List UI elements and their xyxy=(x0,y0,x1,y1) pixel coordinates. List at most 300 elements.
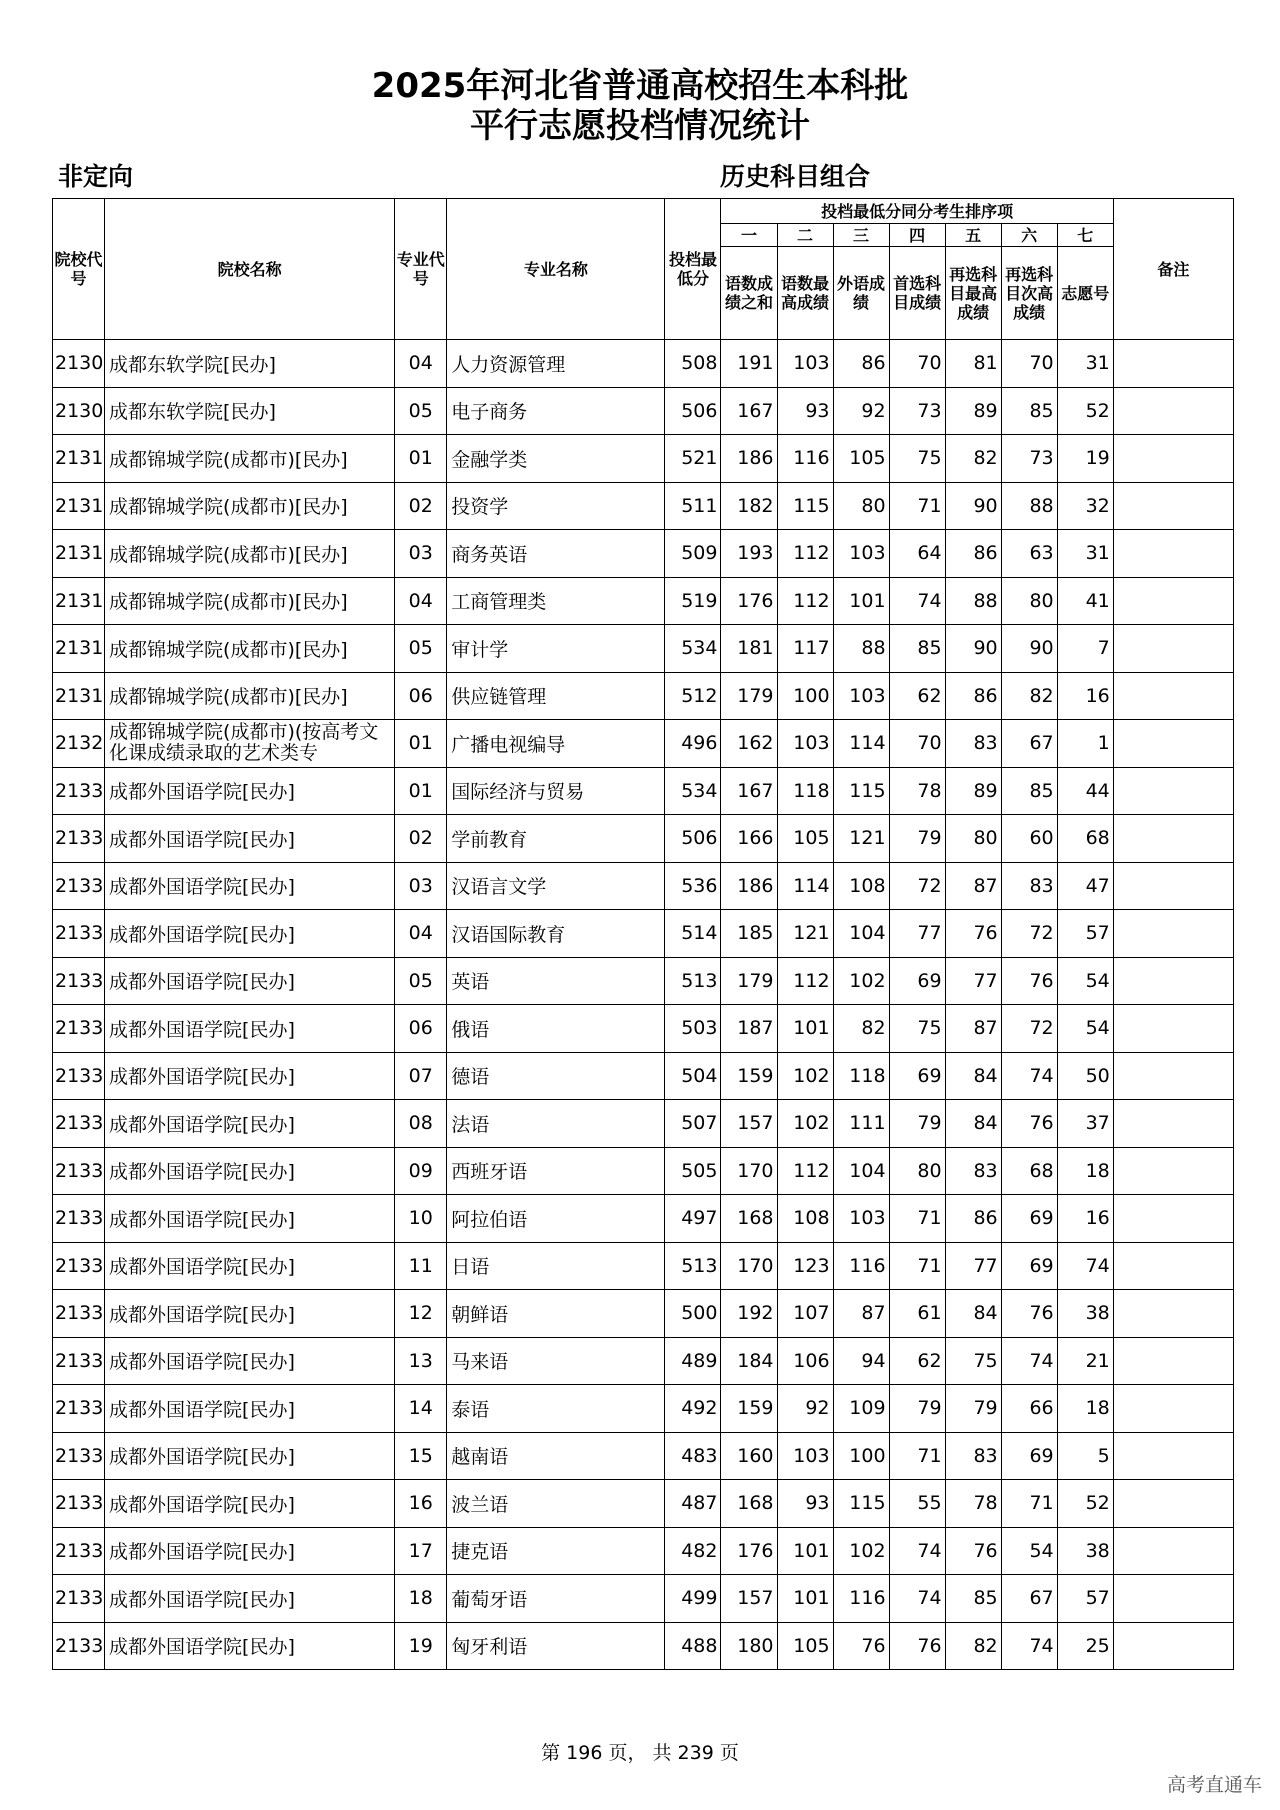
major-name-cell: 金融学类 xyxy=(447,435,665,483)
school-name-cell: 成都外国语学院[民办] xyxy=(105,1527,395,1575)
min-score-cell: 508 xyxy=(665,340,721,388)
volunteer-number-cell: 47 xyxy=(1057,862,1113,910)
tiebreak-3-cell: 102 xyxy=(833,957,889,1005)
school-name-cell: 成都锦城学院(成都市)[民办] xyxy=(105,482,395,530)
min-score-cell: 513 xyxy=(665,1242,721,1290)
tiebreak-4-cell: 74 xyxy=(889,1527,945,1575)
page-title-line2: 平行志愿投档情况统计 xyxy=(470,106,810,146)
tiebreak-5-cell: 76 xyxy=(945,1527,1001,1575)
tiebreak-6-cell: 69 xyxy=(1001,1242,1057,1290)
tiebreak-6-cell: 67 xyxy=(1001,720,1057,768)
tiebreak-3-cell: 101 xyxy=(833,577,889,625)
tiebreak-4-cell: 79 xyxy=(889,1385,945,1433)
school-name-cell: 成都外国语学院[民办] xyxy=(105,1622,395,1670)
min-score-cell: 504 xyxy=(665,1052,721,1100)
min-score-cell: 514 xyxy=(665,910,721,958)
tiebreak-6-cell: 76 xyxy=(1001,957,1057,1005)
school-name-cell: 成都外国语学院[民办] xyxy=(105,1052,395,1100)
major-code-cell: 04 xyxy=(395,910,447,958)
major-name-cell: 越南语 xyxy=(447,1432,665,1480)
tiebreak-1-cell: 166 xyxy=(721,815,777,863)
school-code-cell: 2133 xyxy=(53,1100,105,1148)
school-name-cell: 成都锦城学院(成都市)[民办] xyxy=(105,625,395,673)
tiebreak-5-cell: 85 xyxy=(945,1575,1001,1623)
header-tiebreak-5: 再选科目最高成绩 xyxy=(945,247,1001,340)
major-name-cell: 投资学 xyxy=(447,482,665,530)
tiebreak-2-cell: 103 xyxy=(777,340,833,388)
tiebreak-6-cell: 82 xyxy=(1001,672,1057,720)
school-code-cell: 2133 xyxy=(53,767,105,815)
school-code-cell: 2131 xyxy=(53,530,105,578)
header-order-1: 一 xyxy=(721,224,777,247)
table-row xyxy=(53,957,1234,1005)
major-code-cell: 16 xyxy=(395,1480,447,1528)
remark-cell xyxy=(1113,720,1233,768)
tiebreak-3-cell: 82 xyxy=(833,1005,889,1053)
volunteer-number-cell: 19 xyxy=(1057,435,1113,483)
min-score-cell: 511 xyxy=(665,482,721,530)
major-name-cell: 电子商务 xyxy=(447,387,665,435)
tiebreak-4-cell: 71 xyxy=(889,1432,945,1480)
volunteer-number-cell: 18 xyxy=(1057,1385,1113,1433)
tiebreak-5-cell: 80 xyxy=(945,815,1001,863)
major-code-cell: 14 xyxy=(395,1385,447,1433)
major-name-cell: 西班牙语 xyxy=(447,1147,665,1195)
remark-cell xyxy=(1113,340,1233,388)
tiebreak-5-cell: 83 xyxy=(945,1147,1001,1195)
tiebreak-3-cell: 103 xyxy=(833,672,889,720)
remark-cell xyxy=(1113,1432,1233,1480)
min-score-cell: 496 xyxy=(665,720,721,768)
tiebreak-5-cell: 84 xyxy=(945,1100,1001,1148)
volunteer-number-cell: 54 xyxy=(1057,957,1113,1005)
tiebreak-5-cell: 76 xyxy=(945,910,1001,958)
tiebreak-3-cell: 108 xyxy=(833,862,889,910)
tiebreak-1-cell: 179 xyxy=(721,957,777,1005)
table-row xyxy=(53,1337,1234,1385)
tiebreak-1-cell: 192 xyxy=(721,1290,777,1338)
header-order-5: 五 xyxy=(945,224,1001,247)
school-name-cell: 成都东软学院[民办] xyxy=(105,340,395,388)
tiebreak-3-cell: 88 xyxy=(833,625,889,673)
major-code-cell: 15 xyxy=(395,1432,447,1480)
min-score-cell: 487 xyxy=(665,1480,721,1528)
tiebreak-3-cell: 80 xyxy=(833,482,889,530)
volunteer-number-cell: 41 xyxy=(1057,577,1113,625)
remark-cell xyxy=(1113,1337,1233,1385)
tiebreak-1-cell: 186 xyxy=(721,862,777,910)
major-name-cell: 日语 xyxy=(447,1242,665,1290)
tiebreak-3-cell: 92 xyxy=(833,387,889,435)
tiebreak-5-cell: 77 xyxy=(945,1242,1001,1290)
school-code-cell: 2131 xyxy=(53,482,105,530)
volunteer-number-cell: 18 xyxy=(1057,1147,1113,1195)
volunteer-number-cell: 74 xyxy=(1057,1242,1113,1290)
tiebreak-4-cell: 69 xyxy=(889,1052,945,1100)
school-name-cell: 成都外国语学院[民办] xyxy=(105,1100,395,1148)
admission-table xyxy=(52,198,1234,1670)
tiebreak-1-cell: 181 xyxy=(721,625,777,673)
school-code-cell: 2133 xyxy=(53,1195,105,1243)
major-code-cell: 02 xyxy=(395,815,447,863)
table-row xyxy=(53,1480,1234,1528)
major-code-cell: 06 xyxy=(395,672,447,720)
tiebreak-5-cell: 88 xyxy=(945,577,1001,625)
tiebreak-5-cell: 86 xyxy=(945,530,1001,578)
tiebreak-6-cell: 63 xyxy=(1001,530,1057,578)
school-code-cell: 2133 xyxy=(53,1052,105,1100)
tiebreak-3-cell: 104 xyxy=(833,910,889,958)
school-code-cell: 2133 xyxy=(53,1622,105,1670)
major-code-cell: 08 xyxy=(395,1100,447,1148)
school-name-cell: 成都外国语学院[民办] xyxy=(105,1147,395,1195)
tiebreak-6-cell: 69 xyxy=(1001,1432,1057,1480)
major-code-cell: 05 xyxy=(395,387,447,435)
school-code-cell: 2131 xyxy=(53,625,105,673)
tiebreak-1-cell: 182 xyxy=(721,482,777,530)
table-row xyxy=(53,340,1234,388)
tiebreak-2-cell: 112 xyxy=(777,577,833,625)
school-name-cell: 成都外国语学院[民办] xyxy=(105,1195,395,1243)
min-score-cell: 506 xyxy=(665,815,721,863)
tiebreak-1-cell: 170 xyxy=(721,1242,777,1290)
tiebreak-6-cell: 85 xyxy=(1001,767,1057,815)
major-code-cell: 17 xyxy=(395,1527,447,1575)
table-row xyxy=(53,1527,1234,1575)
tiebreak-5-cell: 84 xyxy=(945,1290,1001,1338)
tiebreak-3-cell: 76 xyxy=(833,1622,889,1670)
school-name-cell: 成都外国语学院[民办] xyxy=(105,1337,395,1385)
tiebreak-3-cell: 116 xyxy=(833,1575,889,1623)
tiebreak-5-cell: 89 xyxy=(945,767,1001,815)
school-name-cell: 成都外国语学院[民办] xyxy=(105,767,395,815)
school-name-cell: 成都外国语学院[民办] xyxy=(105,815,395,863)
tiebreak-1-cell: 176 xyxy=(721,1527,777,1575)
school-code-cell: 2133 xyxy=(53,1005,105,1053)
table-row xyxy=(53,672,1234,720)
tiebreak-5-cell: 89 xyxy=(945,387,1001,435)
tiebreak-1-cell: 170 xyxy=(721,1147,777,1195)
min-score-cell: 505 xyxy=(665,1147,721,1195)
header-min-score: 投档最低分 xyxy=(665,199,721,340)
tiebreak-2-cell: 108 xyxy=(777,1195,833,1243)
header-tiebreak-2: 语数最高成绩 xyxy=(777,247,833,340)
min-score-cell: 492 xyxy=(665,1385,721,1433)
table-row xyxy=(53,387,1234,435)
school-code-cell: 2133 xyxy=(53,1337,105,1385)
tiebreak-4-cell: 79 xyxy=(889,1100,945,1148)
major-name-cell: 俄语 xyxy=(447,1005,665,1053)
major-code-cell: 03 xyxy=(395,862,447,910)
tiebreak-4-cell: 55 xyxy=(889,1480,945,1528)
school-code-cell: 2133 xyxy=(53,1290,105,1338)
tiebreak-3-cell: 87 xyxy=(833,1290,889,1338)
school-name-cell: 成都外国语学院[民办] xyxy=(105,1575,395,1623)
tiebreak-2-cell: 103 xyxy=(777,1432,833,1480)
tiebreak-6-cell: 70 xyxy=(1001,340,1057,388)
table-row xyxy=(53,577,1234,625)
tiebreak-5-cell: 77 xyxy=(945,957,1001,1005)
table-row xyxy=(53,1147,1234,1195)
school-code-cell: 2130 xyxy=(53,340,105,388)
remark-cell xyxy=(1113,672,1233,720)
major-code-cell: 05 xyxy=(395,957,447,1005)
tiebreak-3-cell: 115 xyxy=(833,1480,889,1528)
tiebreak-2-cell: 112 xyxy=(777,957,833,1005)
remark-cell xyxy=(1113,767,1233,815)
min-score-cell: 507 xyxy=(665,1100,721,1148)
school-code-cell: 2133 xyxy=(53,815,105,863)
school-name-cell: 成都外国语学院[民办] xyxy=(105,1005,395,1053)
tiebreak-6-cell: 54 xyxy=(1001,1527,1057,1575)
remark-cell xyxy=(1113,1195,1233,1243)
header-order-7: 七 xyxy=(1057,224,1113,247)
header-order-6: 六 xyxy=(1001,224,1057,247)
tiebreak-3-cell: 109 xyxy=(833,1385,889,1433)
major-name-cell: 汉语国际教育 xyxy=(447,910,665,958)
major-code-cell: 07 xyxy=(395,1052,447,1100)
tiebreak-6-cell: 66 xyxy=(1001,1385,1057,1433)
page-title-line1: 2025年河北省普通高校招生本科批 xyxy=(371,66,909,106)
major-name-cell: 匈牙利语 xyxy=(447,1622,665,1670)
remark-cell xyxy=(1113,957,1233,1005)
remark-cell xyxy=(1113,1480,1233,1528)
major-code-cell: 11 xyxy=(395,1242,447,1290)
major-name-cell: 人力资源管理 xyxy=(447,340,665,388)
school-code-cell: 2131 xyxy=(53,577,105,625)
major-code-cell: 05 xyxy=(395,625,447,673)
tiebreak-6-cell: 90 xyxy=(1001,625,1057,673)
remark-cell xyxy=(1113,435,1233,483)
volunteer-number-cell: 38 xyxy=(1057,1290,1113,1338)
tiebreak-4-cell: 64 xyxy=(889,530,945,578)
major-name-cell: 商务英语 xyxy=(447,530,665,578)
tiebreak-1-cell: 162 xyxy=(721,720,777,768)
volunteer-number-cell: 68 xyxy=(1057,815,1113,863)
table-row xyxy=(53,530,1234,578)
tiebreak-2-cell: 92 xyxy=(777,1385,833,1433)
major-name-cell: 马来语 xyxy=(447,1337,665,1385)
school-code-cell: 2131 xyxy=(53,672,105,720)
school-name-cell: 成都外国语学院[民办] xyxy=(105,1480,395,1528)
tiebreak-6-cell: 83 xyxy=(1001,862,1057,910)
tiebreak-2-cell: 117 xyxy=(777,625,833,673)
header-order-4: 四 xyxy=(889,224,945,247)
tiebreak-3-cell: 114 xyxy=(833,720,889,768)
table-row xyxy=(53,815,1234,863)
volunteer-number-cell: 37 xyxy=(1057,1100,1113,1148)
table-row xyxy=(53,482,1234,530)
school-code-cell: 2133 xyxy=(53,1385,105,1433)
min-score-cell: 512 xyxy=(665,672,721,720)
tiebreak-2-cell: 114 xyxy=(777,862,833,910)
tiebreak-1-cell: 159 xyxy=(721,1052,777,1100)
school-name-cell: 成都外国语学院[民办] xyxy=(105,1385,395,1433)
tiebreak-5-cell: 79 xyxy=(945,1385,1001,1433)
school-name-cell: 成都锦城学院(成都市)[民办] xyxy=(105,577,395,625)
volunteer-number-cell: 7 xyxy=(1057,625,1113,673)
min-score-cell: 534 xyxy=(665,767,721,815)
tiebreak-1-cell: 180 xyxy=(721,1622,777,1670)
tiebreak-4-cell: 79 xyxy=(889,815,945,863)
remark-cell xyxy=(1113,577,1233,625)
min-score-cell: 488 xyxy=(665,1622,721,1670)
major-name-cell: 泰语 xyxy=(447,1385,665,1433)
tiebreak-5-cell: 83 xyxy=(945,1432,1001,1480)
major-name-cell: 供应链管理 xyxy=(447,672,665,720)
major-name-cell: 波兰语 xyxy=(447,1480,665,1528)
min-score-cell: 536 xyxy=(665,862,721,910)
remark-cell xyxy=(1113,1052,1233,1100)
major-name-cell: 法语 xyxy=(447,1100,665,1148)
tiebreak-6-cell: 74 xyxy=(1001,1337,1057,1385)
tiebreak-4-cell: 74 xyxy=(889,577,945,625)
header-tiebreak-7: 志愿号 xyxy=(1057,247,1113,340)
volunteer-number-cell: 1 xyxy=(1057,720,1113,768)
school-code-cell: 2132 xyxy=(53,720,105,768)
table-row xyxy=(53,910,1234,958)
tiebreak-6-cell: 73 xyxy=(1001,435,1057,483)
school-code-cell: 2133 xyxy=(53,957,105,1005)
tiebreak-1-cell: 159 xyxy=(721,1385,777,1433)
tiebreak-5-cell: 90 xyxy=(945,482,1001,530)
tiebreak-3-cell: 103 xyxy=(833,1195,889,1243)
tiebreak-1-cell: 157 xyxy=(721,1100,777,1148)
tiebreak-3-cell: 103 xyxy=(833,530,889,578)
tiebreak-2-cell: 102 xyxy=(777,1100,833,1148)
tiebreak-2-cell: 101 xyxy=(777,1527,833,1575)
school-name-cell: 成都锦城学院(成都市)[民办] xyxy=(105,672,395,720)
major-code-cell: 09 xyxy=(395,1147,447,1195)
tiebreak-5-cell: 84 xyxy=(945,1052,1001,1100)
watermark: 高考直通车 xyxy=(1166,1774,1262,1796)
school-code-cell: 2130 xyxy=(53,387,105,435)
volunteer-number-cell: 5 xyxy=(1057,1432,1113,1480)
volunteer-number-cell: 16 xyxy=(1057,672,1113,720)
tiebreak-2-cell: 106 xyxy=(777,1337,833,1385)
tiebreak-4-cell: 80 xyxy=(889,1147,945,1195)
tiebreak-6-cell: 69 xyxy=(1001,1195,1057,1243)
tiebreak-3-cell: 94 xyxy=(833,1337,889,1385)
tiebreak-6-cell: 72 xyxy=(1001,910,1057,958)
school-code-cell: 2133 xyxy=(53,1147,105,1195)
tiebreak-1-cell: 160 xyxy=(721,1432,777,1480)
remark-cell xyxy=(1113,1290,1233,1338)
remark-cell xyxy=(1113,1385,1233,1433)
tiebreak-2-cell: 101 xyxy=(777,1005,833,1053)
tiebreak-2-cell: 118 xyxy=(777,767,833,815)
table-row xyxy=(53,1290,1234,1338)
header-tiebreak-6: 再选科目次高成绩 xyxy=(1001,247,1057,340)
tiebreak-6-cell: 76 xyxy=(1001,1100,1057,1148)
tiebreak-2-cell: 116 xyxy=(777,435,833,483)
major-code-cell: 03 xyxy=(395,530,447,578)
tiebreak-4-cell: 78 xyxy=(889,767,945,815)
tiebreak-4-cell: 71 xyxy=(889,1242,945,1290)
major-code-cell: 18 xyxy=(395,1575,447,1623)
header-tiebreak-1: 语数成绩之和 xyxy=(721,247,777,340)
header-order-3: 三 xyxy=(833,224,889,247)
volunteer-number-cell: 57 xyxy=(1057,1575,1113,1623)
school-name-cell: 成都东软学院[民办] xyxy=(105,387,395,435)
volunteer-number-cell: 54 xyxy=(1057,1005,1113,1053)
subject-combination-label: 历史科目组合 xyxy=(720,162,871,191)
school-name-cell: 成都外国语学院[民办] xyxy=(105,1290,395,1338)
min-score-cell: 521 xyxy=(665,435,721,483)
school-name-cell: 成都锦城学院(成都市)[民办] xyxy=(105,435,395,483)
tiebreak-6-cell: 76 xyxy=(1001,1290,1057,1338)
major-name-cell: 工商管理类 xyxy=(447,577,665,625)
major-code-cell: 19 xyxy=(395,1622,447,1670)
table-row xyxy=(53,435,1234,483)
header-school-code: 院校代号 xyxy=(53,199,105,340)
min-score-cell: 483 xyxy=(665,1432,721,1480)
tiebreak-4-cell: 62 xyxy=(889,1337,945,1385)
major-code-cell: 13 xyxy=(395,1337,447,1385)
table-row xyxy=(53,720,1234,768)
major-code-cell: 12 xyxy=(395,1290,447,1338)
tiebreak-5-cell: 82 xyxy=(945,1622,1001,1670)
remark-cell xyxy=(1113,1622,1233,1670)
volunteer-number-cell: 16 xyxy=(1057,1195,1113,1243)
tiebreak-6-cell: 74 xyxy=(1001,1622,1057,1670)
major-name-cell: 捷克语 xyxy=(447,1527,665,1575)
tiebreak-2-cell: 105 xyxy=(777,1622,833,1670)
tiebreak-5-cell: 86 xyxy=(945,672,1001,720)
tiebreak-3-cell: 115 xyxy=(833,767,889,815)
table-row xyxy=(53,1432,1234,1480)
tiebreak-1-cell: 184 xyxy=(721,1337,777,1385)
min-score-cell: 519 xyxy=(665,577,721,625)
tiebreak-1-cell: 193 xyxy=(721,530,777,578)
school-code-cell: 2133 xyxy=(53,1575,105,1623)
remark-cell xyxy=(1113,1242,1233,1290)
header-remark: 备注 xyxy=(1113,199,1233,340)
header-tiebreak-group: 投档最低分同分考生排序项 xyxy=(721,199,1113,224)
tiebreak-4-cell: 73 xyxy=(889,387,945,435)
remark-cell xyxy=(1113,862,1233,910)
tiebreak-6-cell: 71 xyxy=(1001,1480,1057,1528)
tiebreak-5-cell: 78 xyxy=(945,1480,1001,1528)
tiebreak-4-cell: 75 xyxy=(889,435,945,483)
table-body xyxy=(53,340,1234,1670)
tiebreak-4-cell: 85 xyxy=(889,625,945,673)
tiebreak-1-cell: 191 xyxy=(721,340,777,388)
tiebreak-5-cell: 75 xyxy=(945,1337,1001,1385)
major-name-cell: 葡萄牙语 xyxy=(447,1575,665,1623)
tiebreak-1-cell: 185 xyxy=(721,910,777,958)
tiebreak-1-cell: 167 xyxy=(721,387,777,435)
major-name-cell: 学前教育 xyxy=(447,815,665,863)
tiebreak-2-cell: 93 xyxy=(777,387,833,435)
tiebreak-3-cell: 116 xyxy=(833,1242,889,1290)
major-name-cell: 广播电视编导 xyxy=(447,720,665,768)
tiebreak-4-cell: 71 xyxy=(889,482,945,530)
tiebreak-5-cell: 86 xyxy=(945,1195,1001,1243)
tiebreak-4-cell: 72 xyxy=(889,862,945,910)
table-row xyxy=(53,1622,1234,1670)
header-major-name: 专业名称 xyxy=(447,199,665,340)
tiebreak-2-cell: 112 xyxy=(777,1147,833,1195)
major-code-cell: 06 xyxy=(395,1005,447,1053)
major-code-cell: 04 xyxy=(395,340,447,388)
tiebreak-1-cell: 168 xyxy=(721,1480,777,1528)
volunteer-number-cell: 44 xyxy=(1057,767,1113,815)
school-code-cell: 2133 xyxy=(53,1242,105,1290)
tiebreak-5-cell: 83 xyxy=(945,720,1001,768)
tiebreak-2-cell: 101 xyxy=(777,1575,833,1623)
remark-cell xyxy=(1113,1100,1233,1148)
